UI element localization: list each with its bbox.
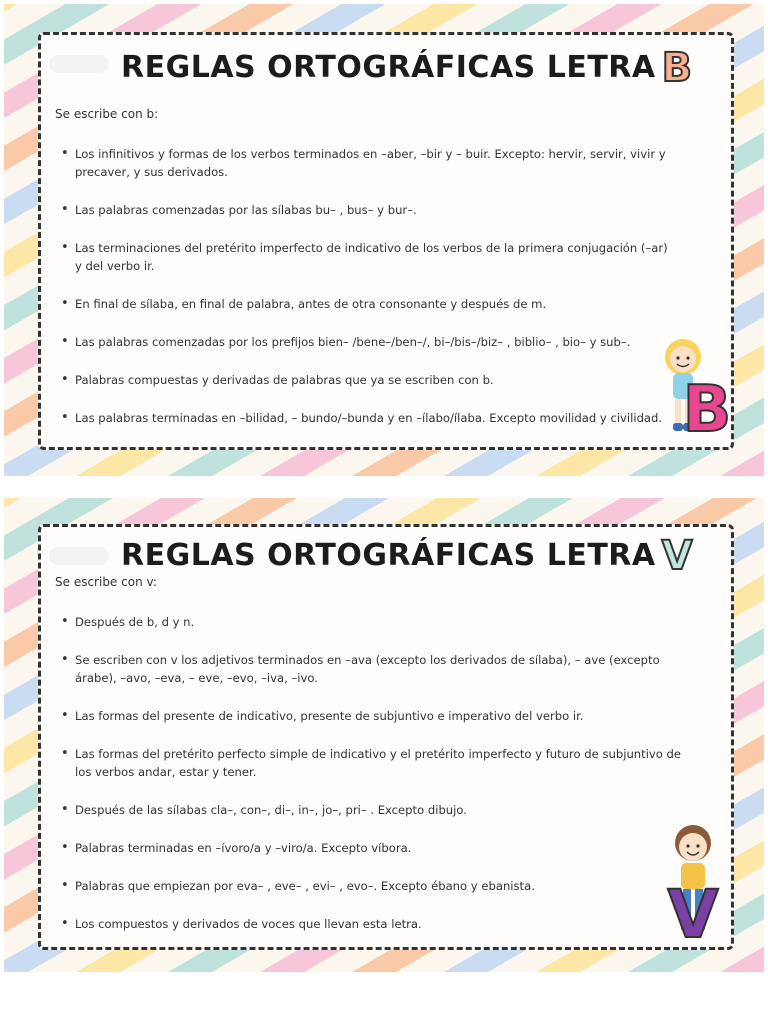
logo-blur <box>49 55 109 73</box>
rule-item <box>75 333 675 351</box>
rule-item <box>75 877 695 895</box>
kid-b-letter: B <box>682 373 732 447</box>
rule-item <box>75 371 675 389</box>
rule-text: Palabras terminadas en –ívoro/a y –viro/a. Excepto víbora. <box>75 841 412 855</box>
card-b-title-letter: B <box>661 45 693 91</box>
boy-holding-v-illustration <box>659 819 723 953</box>
rule-item <box>75 239 675 275</box>
rule-item <box>75 707 695 725</box>
rule-item <box>75 145 675 181</box>
girl-holding-b-illustration <box>659 331 732 447</box>
rule-text: Las formas del presente de indicativo, presente de subjuntivo e imperativo del verbo ir. <box>75 709 584 723</box>
rule-item <box>75 745 695 781</box>
card-v-title <box>121 533 693 579</box>
rule-text: Las formas del pretérito perfecto simple de indicativo y el pretérito imperfecto y futuro de subjuntivo de los verbos andar, estar y tener. <box>75 747 682 779</box>
card-b-intro: Se escribe con b: <box>55 107 159 121</box>
rule-item <box>75 839 695 857</box>
rule-item <box>75 409 675 427</box>
rule-text: Las palabras comenzadas por las sílabas bu– , bus– y bur–. <box>75 203 417 217</box>
rule-text: Después de b, d y n. <box>75 615 195 629</box>
card-v-frame <box>38 524 734 953</box>
rule-item <box>75 801 695 819</box>
card-letter-b <box>4 4 764 476</box>
rule-item <box>75 651 695 687</box>
rule-text: Las palabras terminadas en –bilidad, – bundo/–bunda y en –ílabo/ílaba. Excepto movilidad y civilidad. <box>75 411 663 425</box>
rule-text: En final de sílaba, en final de palabra, antes de otra consonante y después de m. <box>75 297 547 311</box>
rule-text: Las palabras comenzadas por los prefijos bien– /bene–/ben–/, bi–/bis–/biz– , biblio– , bio– y sub–. <box>75 335 631 349</box>
card-b-frame <box>38 32 734 450</box>
kid-v-letter: V <box>667 876 719 953</box>
rule-text: Después de las sílabas cla–, con–, di–, in–, jo–, pri– . Excepto dibujo. <box>75 803 467 817</box>
card-b-title <box>121 45 693 91</box>
rule-text: Los compuestos y derivados de voces que llevan esta letra. <box>75 917 422 931</box>
logo-blur <box>49 547 109 565</box>
rule-text: Palabras que empiezan por eva– , eve– , evi– , evo–. Excepto ébano y ebanista. <box>75 879 535 893</box>
card-v-rule-list <box>55 613 695 953</box>
card-v-intro: Se escribe con v: <box>55 575 157 589</box>
card-v-title-letter: V <box>661 533 694 579</box>
rule-text: Las terminaciones del pretérito imperfecto de indicativo de los verbos de la primera conjugación (–ar) y del verbo ir. <box>75 241 668 273</box>
card-letter-v <box>4 498 764 972</box>
card-v-title-text: REGLAS ORTOGRÁFICAS LETRA <box>121 538 656 573</box>
rule-text: Palabras compuestas y derivadas de palabras que ya se escriben con b. <box>75 373 494 387</box>
rule-item <box>75 201 675 219</box>
card-b-rule-list <box>55 145 675 447</box>
rule-item <box>75 915 695 933</box>
rule-item <box>75 295 675 313</box>
rule-text: Se escriben con v los adjetivos terminados en –ava (excepto los derivados de sílaba), – ave (excepto árabe), –avo, –eva, – eve, –evo, –iva, –ivo. <box>75 653 660 685</box>
card-b-title-text: REGLAS ORTOGRÁFICAS LETRA <box>121 50 656 85</box>
rule-item <box>75 613 695 631</box>
rule-text: Los infinitivos y formas de los verbos terminados en –aber, –bir y – buir. Excepto: hervir, servir, vivir y precaver, y sus derivados. <box>75 147 666 179</box>
